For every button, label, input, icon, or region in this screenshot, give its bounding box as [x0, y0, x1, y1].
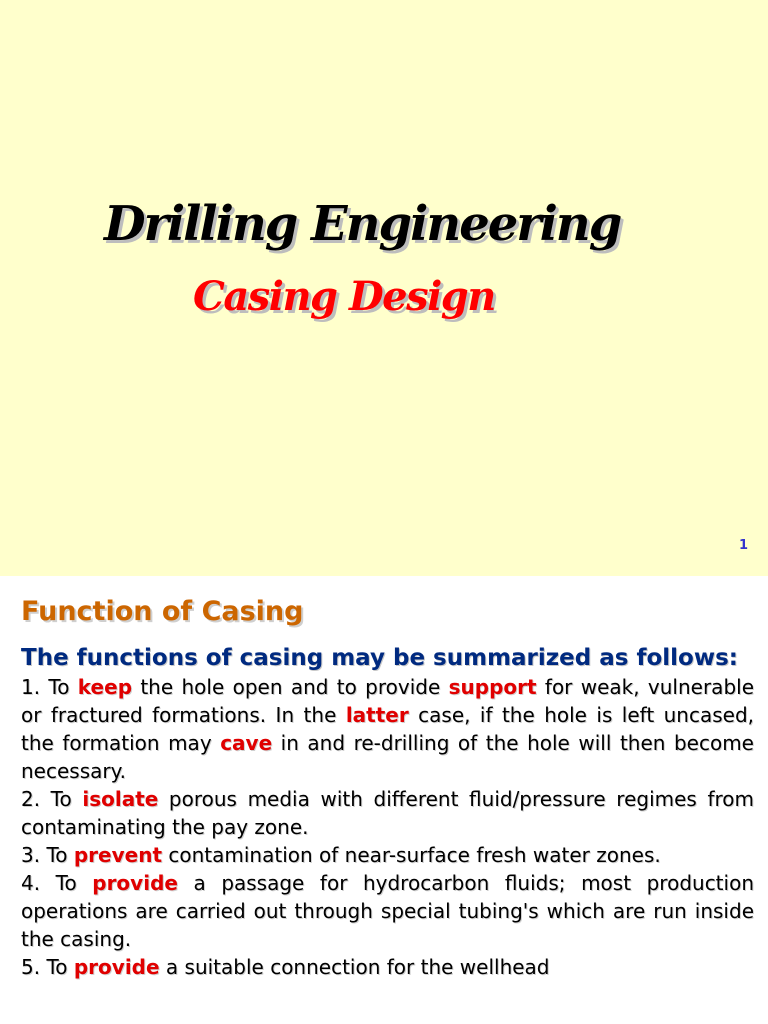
content-slide — [0, 576, 768, 1024]
content-body — [21, 644, 754, 981]
highlight-keyword: prevent — [73, 843, 163, 867]
highlight-keyword: provide — [92, 871, 178, 895]
highlight-keyword: isolate — [82, 787, 159, 811]
item-text: a passage for hydrocarbon fluids; most production operations are carried out through special tubing's which are run inside the casing. — [21, 871, 754, 951]
page-number: 1 — [738, 538, 748, 553]
list-item — [21, 785, 754, 841]
intro-text: The functions of casing may be summarized as follows: — [21, 645, 738, 671]
highlight-keyword: cave — [220, 731, 273, 755]
item-text: for weak, vulnerable or fractured formations. In the — [21, 675, 754, 727]
item-text: porous media with different fluid/pressure regimes from contaminating the pay zone. — [21, 787, 754, 839]
list-item — [21, 673, 754, 785]
item-text: 4. To — [21, 871, 93, 895]
highlight-keyword: keep — [77, 675, 133, 699]
item-text: contamination of near-surface fresh water zones. — [162, 843, 661, 867]
highlight-keyword: provide — [73, 955, 160, 979]
slide-title: Drilling Engineering — [104, 196, 621, 252]
list-item — [21, 953, 754, 981]
slide-subtitle: Casing Design — [193, 273, 495, 320]
section-heading: Function of Casing — [21, 596, 304, 627]
item-text: in and re-drilling of the hole will then become necessary. — [21, 731, 754, 783]
list-item — [21, 841, 754, 869]
item-text: case, if the hole is left uncased, the formation may — [21, 703, 755, 755]
item-text: the hole open and to provide — [132, 675, 449, 699]
item-text: a suitable connection for the wellhead — [159, 955, 550, 979]
item-text: 1. To — [21, 675, 78, 699]
highlight-keyword: latter — [345, 703, 409, 727]
item-text: 3. To — [21, 843, 74, 867]
item-text: 5. To — [21, 955, 74, 979]
list-item — [21, 869, 754, 953]
item-text: 2. To — [21, 787, 83, 811]
highlight-keyword: support — [448, 675, 537, 699]
